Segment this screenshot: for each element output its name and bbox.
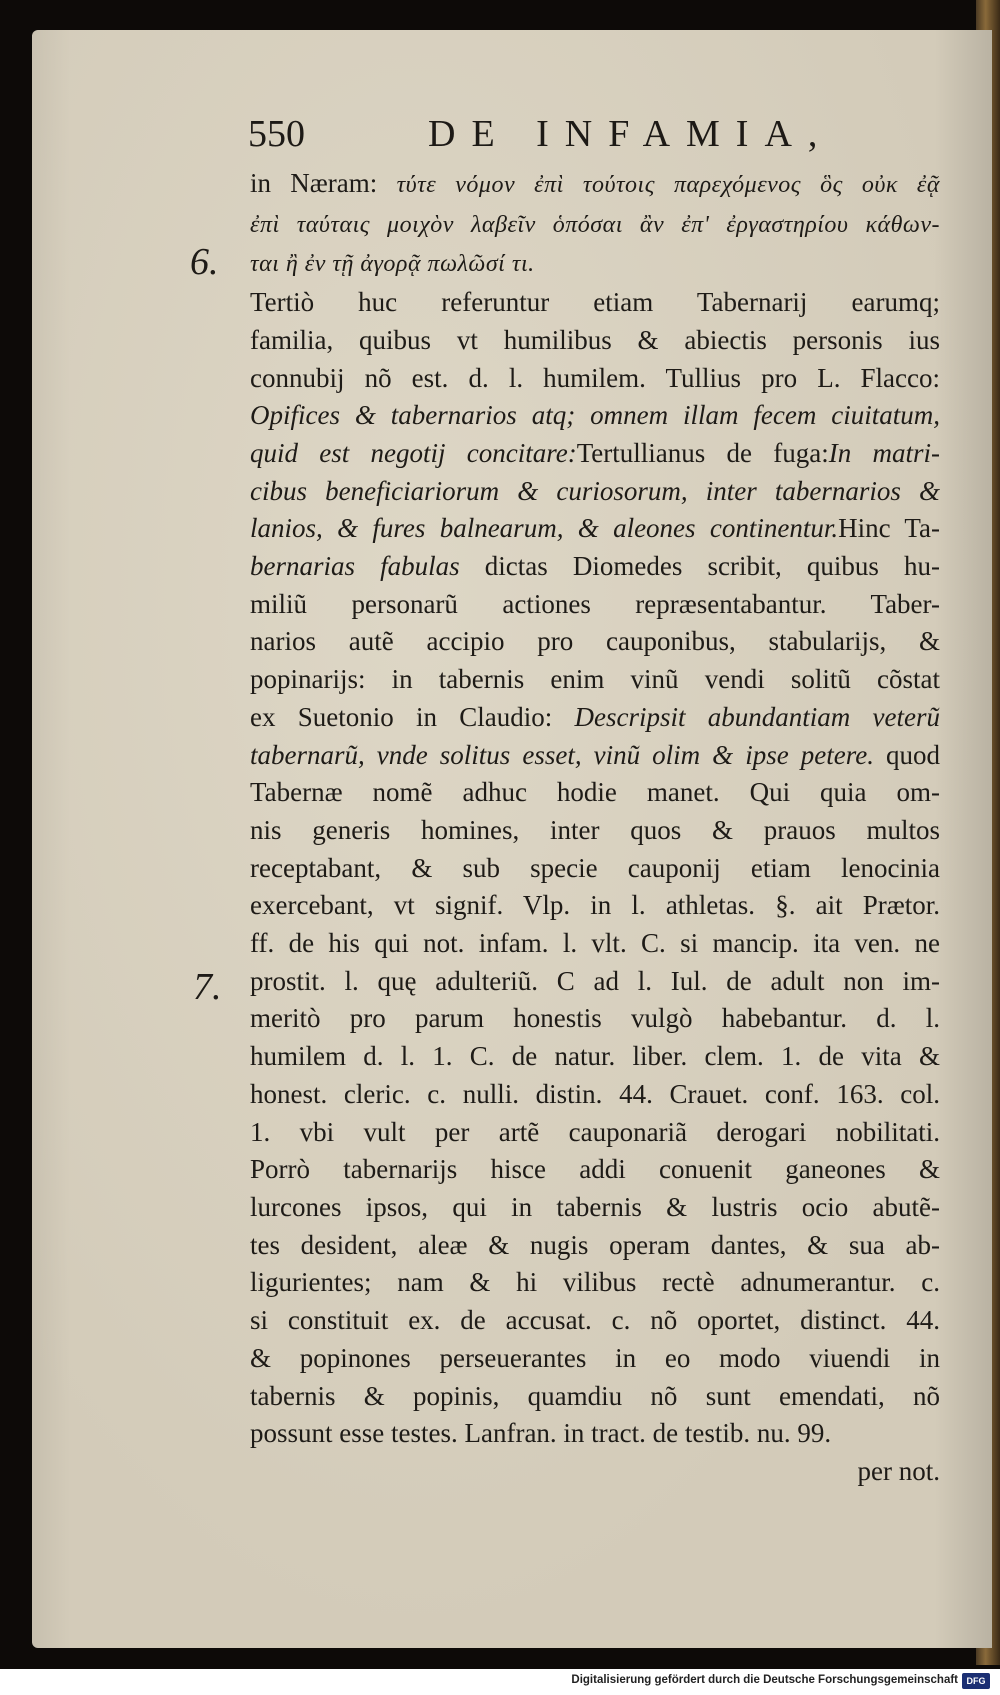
text-segment: si constituit ex. de accusat. c. nõ oportet, distinct. 44. (250, 1305, 940, 1336)
italic-quote: quid est negotij concitare: (250, 437, 577, 468)
text-line (250, 510, 940, 548)
italic-quote: cibus beneficiariorum & curiosorum, inter tabernarios & (250, 475, 940, 506)
text-segment: ff. de his qui not. infam. l. vlt. C. si mancip. ita ven. ne (250, 928, 940, 959)
digitization-footer (0, 1669, 1000, 1695)
text-line (250, 1151, 940, 1189)
text-line (250, 548, 940, 586)
text-segment: miliũ personarũ actiones repræsentabantur. Taber- (250, 588, 940, 619)
text-segment: tabernis & popinis, quamdiu nõ sunt emendati, nõ (250, 1380, 940, 1411)
text-line (250, 1227, 940, 1265)
text-segment: tes desident, aleæ & nugis operam dantes, & sua ab- (250, 1229, 940, 1260)
text-segment: meritò pro parum honestis vulgò habebantur. d. l. (250, 1003, 940, 1034)
text-segment: exercebant, vt signif. Vlp. in l. athletas. §. ait Prætor. (250, 890, 940, 921)
text-segment: lurcones ipsos, qui in tabernis & lustris ocio abutẽ- (250, 1191, 940, 1222)
greek-text: ἐπὶ ταύταις μοιχὸν λαβεῖν ὁπόσαι ἂν ἐπ' ἐργαστηρίου κάθων- (250, 211, 940, 238)
text-segment: & popinones perseuerantes in eo modo viuendi in (250, 1342, 940, 1373)
text-segment: narios autẽ accipio pro cauponibus, stabularijs, & (250, 626, 940, 657)
text-line (250, 1453, 940, 1491)
text-line (250, 244, 940, 284)
text-line (250, 435, 940, 473)
text-line (250, 1189, 940, 1227)
text-line (250, 661, 940, 699)
text-segment: familia, quibus vt humilibus & abiectis personis ius (250, 324, 940, 355)
text-line (250, 774, 940, 812)
text-line (250, 586, 940, 624)
text-line (250, 925, 940, 963)
text-line (250, 812, 940, 850)
text-line (250, 963, 940, 1001)
italic-quote: tabernarũ, vnde solitus esset, vinũ olim & ipse petere. (250, 739, 874, 770)
text-line (250, 623, 940, 661)
funding-credit: Digitalisierung gefördert durch die Deutsche Forschungsgemeinschaft (571, 1674, 958, 1686)
text-line (250, 360, 940, 398)
text-line (250, 1076, 940, 1114)
text-line (250, 737, 940, 775)
text-segment: ligurientes; nam & hi vilibus rectè adnumerantur. c. (250, 1267, 940, 1298)
text-segment: ex Suetonio in Claudio: (250, 701, 575, 732)
text-line (250, 165, 940, 205)
text-segment: in Næram: (250, 168, 397, 198)
running-title: DE INFAMIA, (428, 113, 834, 155)
text-segment: quod (873, 739, 940, 770)
page-number: 550 (248, 113, 305, 155)
margin-note-7: 7. (193, 966, 222, 1008)
italic-quote: Descripsit abundantiam veterũ (574, 701, 940, 732)
italic-quote: bernarias fabulas (250, 551, 460, 582)
italic-quote: lanios, & fures balnearum, & aleones continentur. (250, 513, 839, 544)
text-line (250, 397, 940, 435)
text-line (250, 887, 940, 925)
text-segment: Tabernæ nomẽ adhuc hodie manet. Qui quia om- (250, 777, 940, 808)
text-line (250, 1000, 940, 1038)
margin-note-6: 6. (190, 241, 219, 283)
text-segment: receptabant, & sub specie cauponij etiam lenocinia (250, 852, 940, 883)
text-line (250, 850, 940, 888)
text-segment: Hinc Ta- (838, 513, 940, 544)
italic-quote: In matri- (828, 437, 940, 468)
text-segment: dictas Diomedes scribit, quibus hu- (459, 551, 940, 582)
text-segment: Tertullianus de fuga: (576, 437, 829, 468)
text-line (250, 1264, 940, 1302)
text-line (250, 699, 940, 737)
text-segment: Tertiò huc referuntur etiam Tabernarij earumq; (250, 287, 940, 318)
text-line (250, 322, 940, 360)
text-segment: popinarijs: in tabernis enim vinũ vendi solitũ cõstat (250, 664, 940, 695)
text-line (250, 1114, 940, 1152)
text-segment: nis generis homines, inter quos & prauos multos (250, 814, 940, 845)
dfg-logo: DFG (962, 1673, 990, 1689)
text-segment: honest. cleric. c. nulli. distin. 44. Crauet. conf. 163. col. (250, 1078, 940, 1109)
text-line (250, 473, 940, 511)
text-line (250, 284, 940, 322)
body-text (250, 165, 940, 1491)
greek-text: τύτε νόμον ἐπὶ τούτοις παρεχόμενος ὃς οὐκ ἐᾷ (396, 172, 940, 198)
text-line (250, 1415, 940, 1453)
text-segment: prostit. l. quę adulteriũ. C ad l. Iul. de adult non im- (250, 965, 940, 996)
text-line (250, 1038, 940, 1076)
italic-quote: Opifices & tabernarios atq; omnem illam fecem ciuitatum, (250, 400, 940, 431)
text-line (250, 1302, 940, 1340)
text-segment: Porrò tabernarijs hisce addi conuenit ganeones & (250, 1154, 940, 1185)
text-line (250, 1340, 940, 1378)
text-segment: 1. vbi vult per artẽ cauponariã derogari nobilitati. (250, 1116, 940, 1147)
text-segment: possunt esse testes. Lanfran. in tract. de testib. nu. 99. (250, 1418, 832, 1449)
text-line (250, 1378, 940, 1416)
text-segment: per not. (857, 1455, 940, 1486)
text-segment: connubij nõ est. d. l. humilem. Tullius pro L. Flacco: (250, 362, 940, 393)
text-segment: humilem d. l. 1. C. de natur. liber. clem. 1. de vita & (250, 1041, 940, 1072)
text-line (250, 205, 940, 245)
greek-text: ται ἢ ἐν τῇ ἀγορᾷ πωλῶσί τι. (250, 251, 535, 278)
page-header (248, 112, 834, 162)
